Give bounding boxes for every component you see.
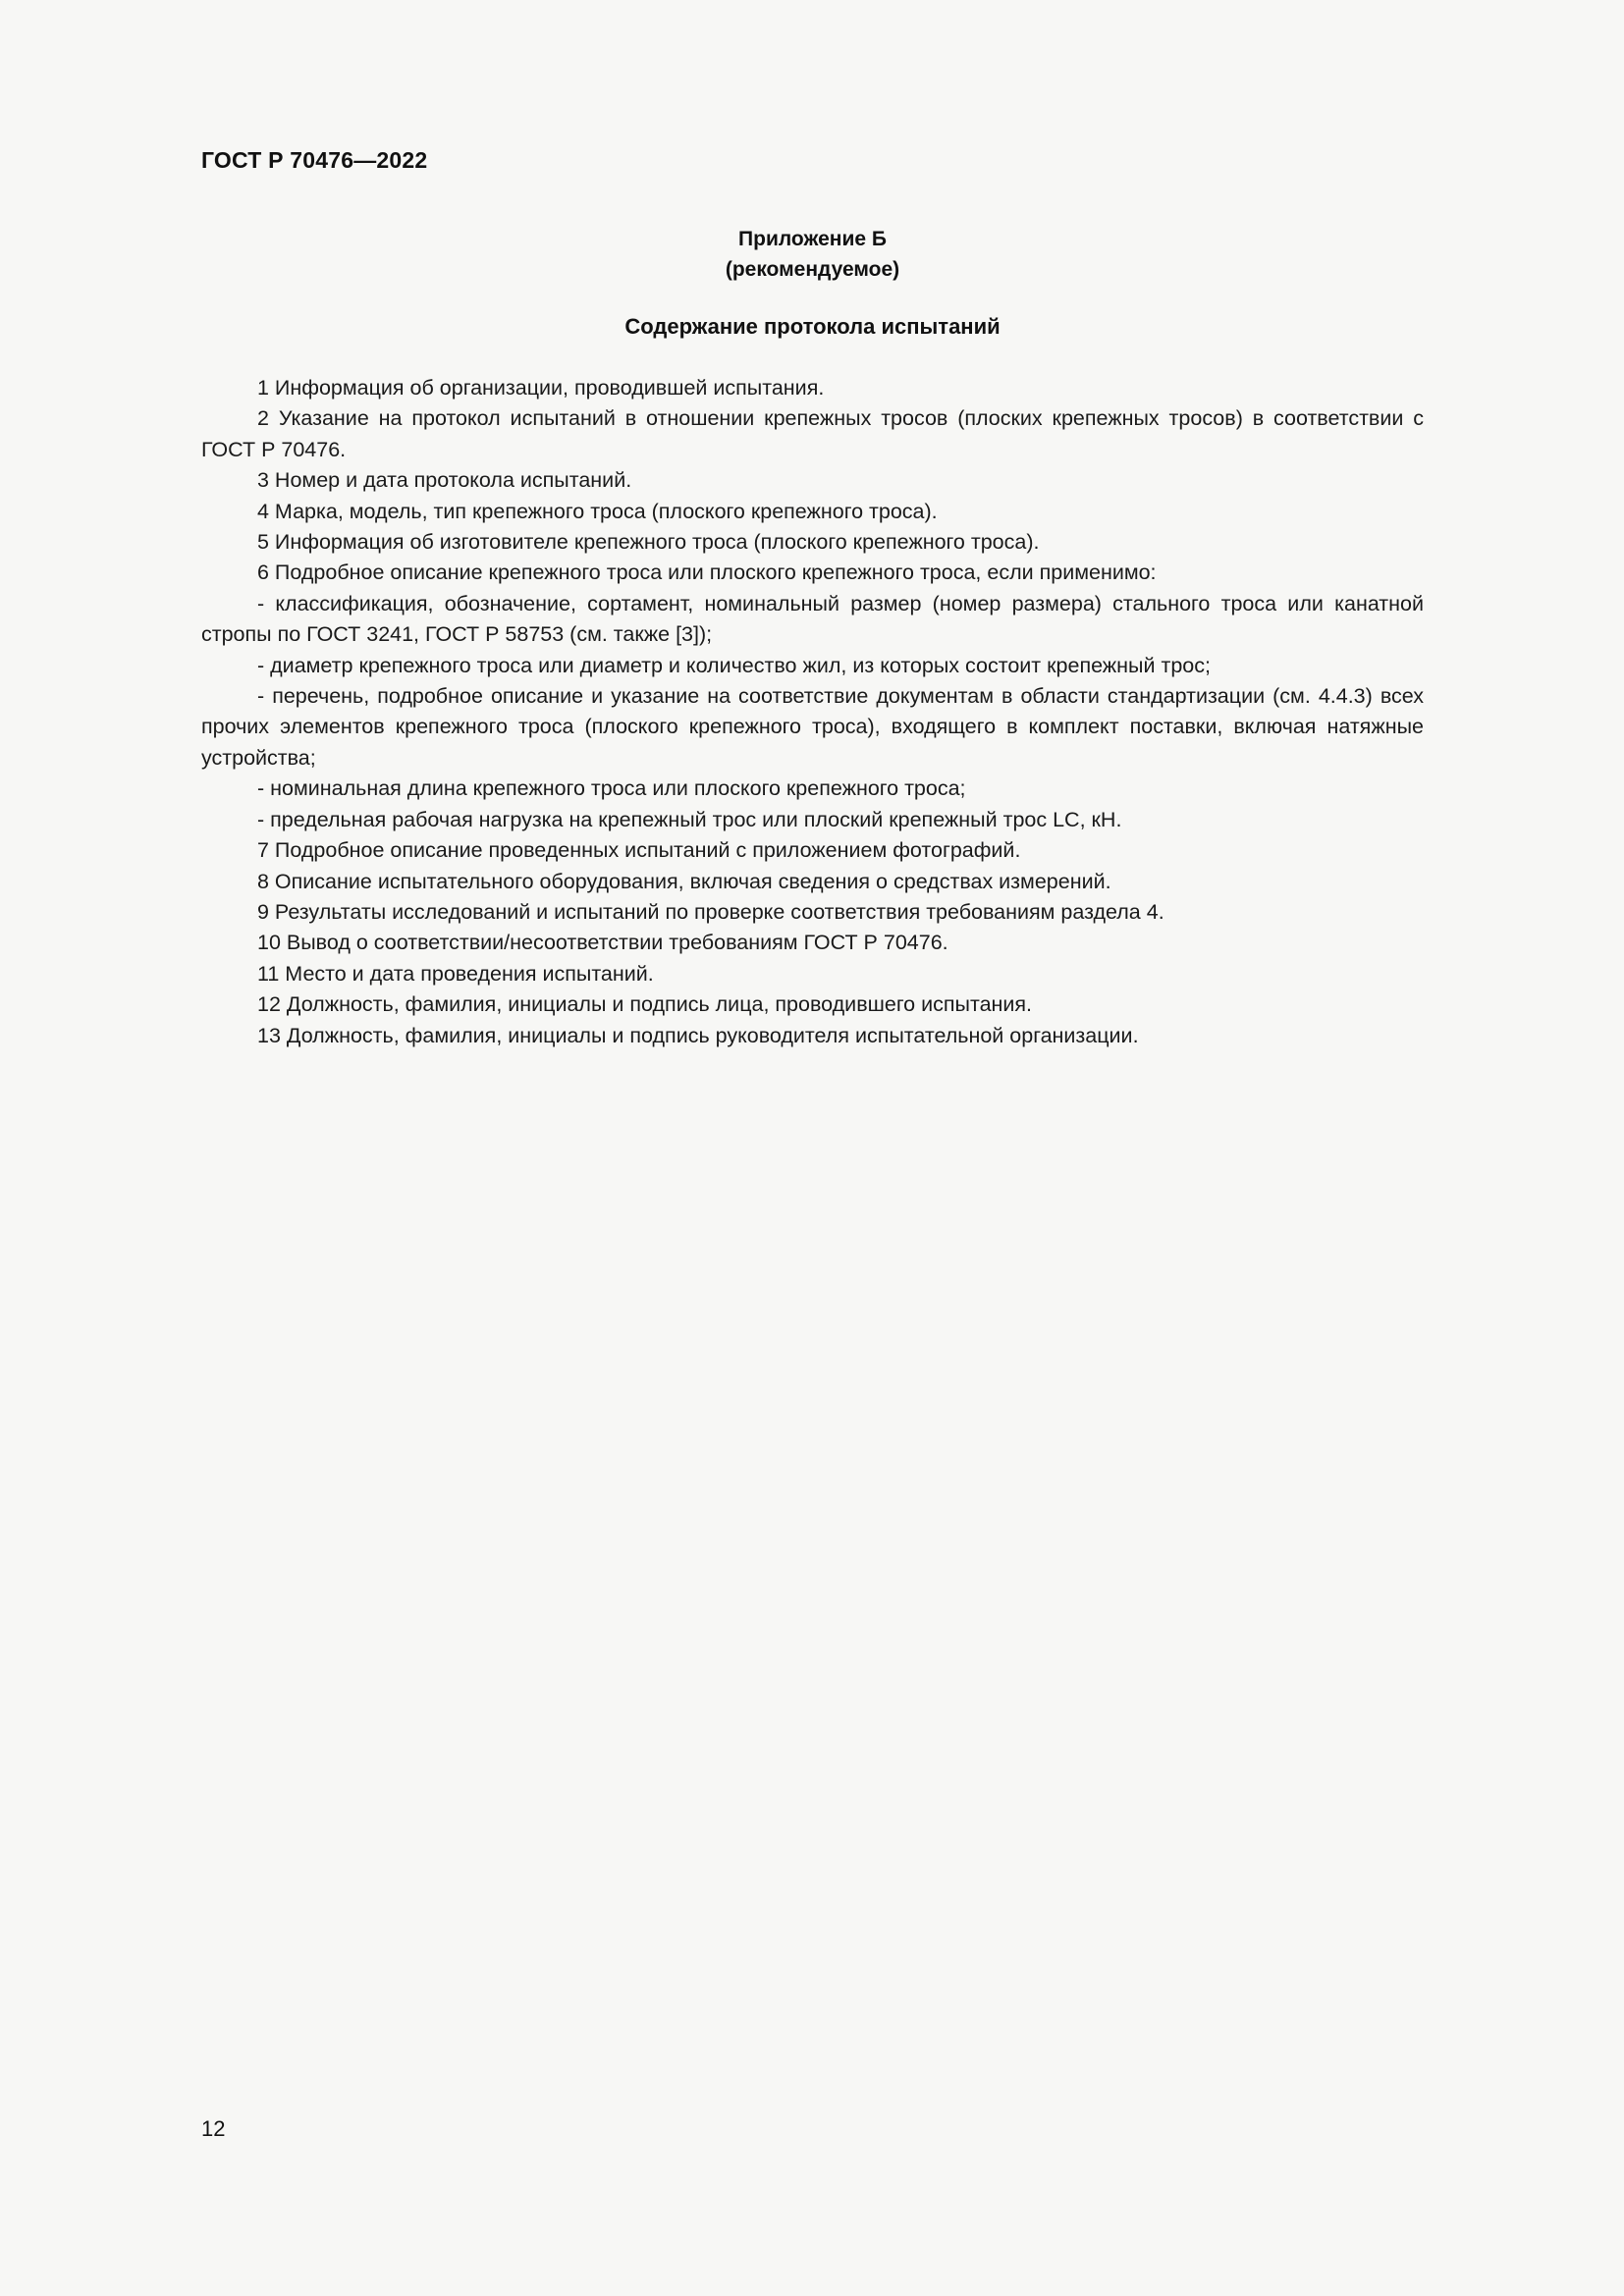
annex-subtitle: (рекомендуемое) xyxy=(725,258,900,281)
paragraph: 12 Должность, фамилия, инициалы и подпись лица, проводившего испытания. xyxy=(257,992,1033,1017)
paragraph: 8 Описание испытательного оборудования, включая сведения о средствах измерений. xyxy=(257,869,1111,893)
paragraph: 3 Номер и дата протокола испытаний. xyxy=(257,468,632,493)
paragraph: - номинальная длина крепежного троса или плоского крепежного троса; xyxy=(257,776,966,801)
annex-heading-block xyxy=(201,224,1424,285)
paragraph: 2 Указание на протокол испытаний в отношении крепежных тросов (плоских крепежных тросов) в соответствии с ГОСТ Р 70476. xyxy=(201,406,1424,461)
paragraph: 10 Вывод о соответствии/несоответствии требованиям ГОСТ Р 70476. xyxy=(257,931,948,955)
paragraph: - перечень, подробное описание и указание на соответствие документам в области стандартизации (см. 4.4.3) всех прочих элементов крепежного троса (плоского крепежного троса), входящего в комплект поставки, включая натяжные устройства; xyxy=(201,684,1424,770)
paragraph: - диаметр крепежного троса или диаметр и количество жил, из которых состоит крепежный трос; xyxy=(257,653,1211,677)
page-content xyxy=(201,0,1424,2296)
paragraph: 1 Информация об организации, проводившей испытания. xyxy=(257,376,825,400)
paragraph: 5 Информация об изготовителе крепежного троса (плоского крепежного троса). xyxy=(257,530,1040,555)
body-text xyxy=(201,373,1424,1051)
paragraph: 4 Марка, модель, тип крепежного троса (плоского крепежного троса). xyxy=(257,499,938,523)
paragraph: - предельная рабочая нагрузка на крепежный трос или плоский крепежный трос LC, кН. xyxy=(257,807,1122,831)
annex-title: Приложение Б xyxy=(738,228,887,250)
page-number: 12 xyxy=(201,2116,226,2141)
paragraph: 13 Должность, фамилия, инициалы и подпись руководителя испытательной организации. xyxy=(257,1023,1139,1047)
paragraph: 7 Подробное описание проведенных испытаний с приложением фотографий. xyxy=(257,838,1021,863)
paragraph: 6 Подробное описание крепежного троса или плоского крепежного троса, если применимо: xyxy=(257,561,1157,585)
paragraph: - классификация, обозначение, сортамент, номинальный размер (номер размера) стального троса или канатной стропы по ГОСТ 3241, ГОСТ Р 58753 (см. также [3]); xyxy=(201,591,1424,647)
standard-number-header: ГОСТ Р 70476—2022 xyxy=(201,147,428,173)
paragraph: 9 Результаты исследований и испытаний по проверке соответствия требованиям раздела 4. xyxy=(257,899,1164,924)
section-title: Содержание протокола испытаний xyxy=(624,314,1001,339)
paragraph: 11 Место и дата проведения испытаний. xyxy=(257,961,654,986)
